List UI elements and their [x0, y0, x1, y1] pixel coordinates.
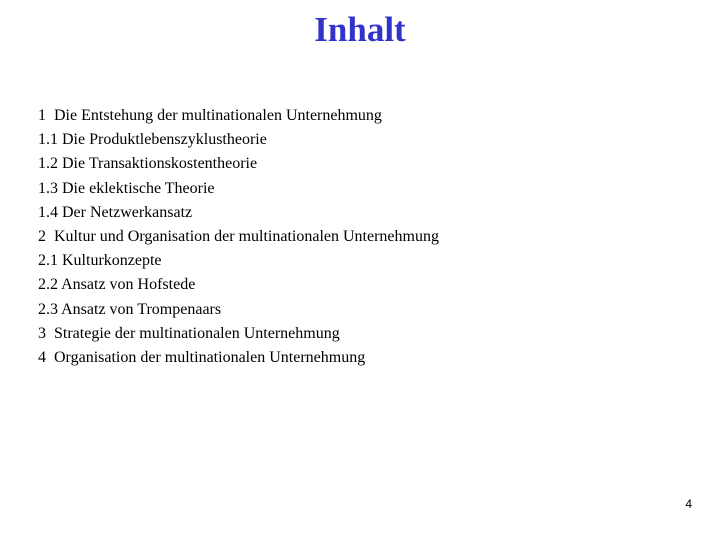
toc-item-2: 2 Kultur und Organisation der multinationalen Unternehmung	[38, 228, 439, 246]
toc-item-1-2: 1.2 Die Transaktionskostentheorie	[38, 155, 258, 173]
toc-item-1-1: 1.1 Die Produktlebenszyklustheorie	[38, 131, 267, 149]
toc-item-2-3: 2.3 Ansatz von Trompenaars	[38, 300, 222, 318]
page-number: 4	[685, 497, 692, 511]
toc-item-2-1: 2.1 Kulturkonzepte	[38, 252, 162, 270]
toc-item-1: 1 Die Entstehung der multinationalen Unternehmung	[38, 107, 382, 124]
toc-item-1-3: 1.3 Die eklektische Theorie	[38, 179, 215, 197]
toc-item-3: 3 Strategie der multinationalen Unternehmung	[38, 324, 340, 342]
toc-item-2-2: 2.2 Ansatz von Hofstede	[38, 276, 196, 294]
slide-title: Inhalt	[314, 10, 406, 49]
table-of-contents	[38, 104, 439, 370]
toc-item-1-4: 1.4 Der Netzwerkansatz	[38, 203, 193, 221]
toc-item-4: 4 Organisation der multinationalen Unternehmung	[38, 349, 366, 367]
